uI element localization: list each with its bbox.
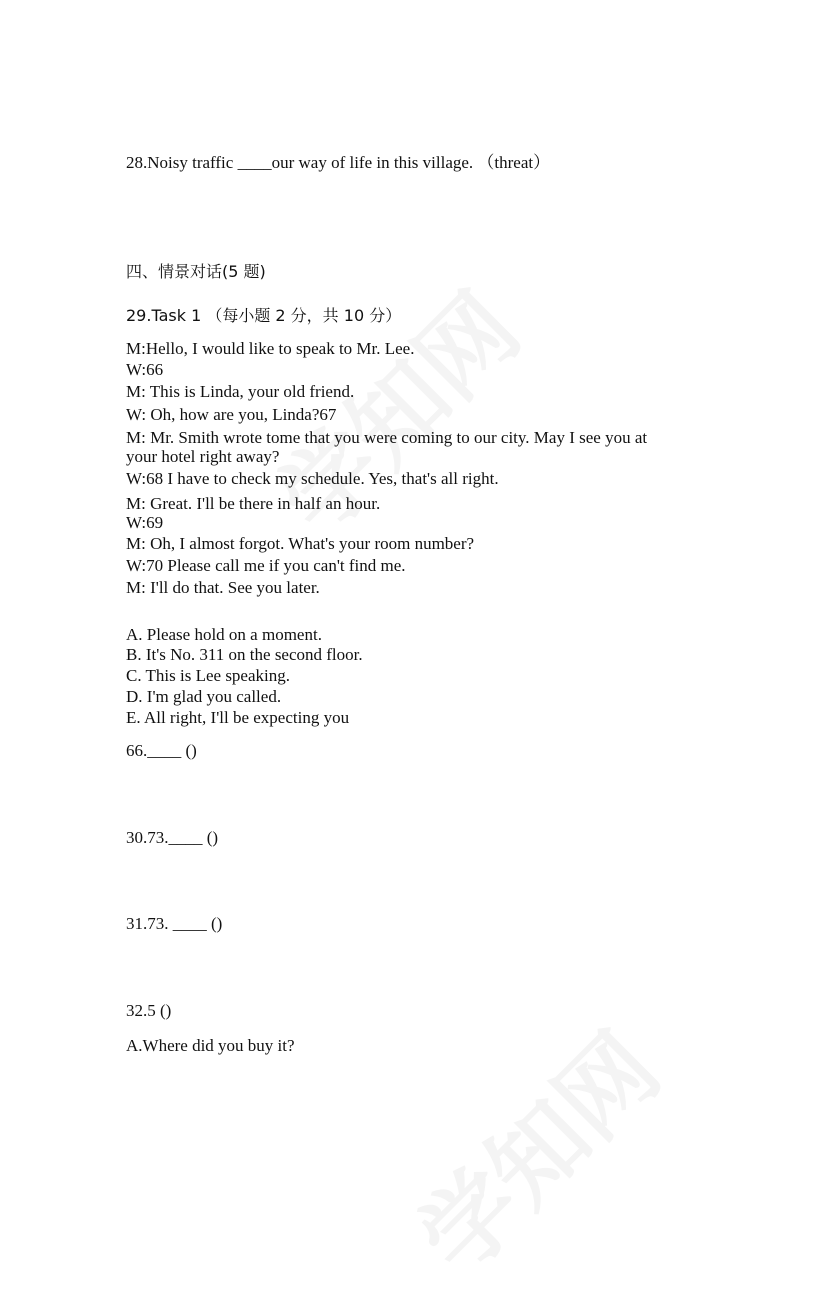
question-32-option-a: A.Where did you buy it?: [126, 1036, 295, 1055]
question-32: 32.5 (): [126, 1001, 172, 1020]
answer-option: E. All right, I'll be expecting you: [126, 708, 350, 727]
dialogue-line: M:Hello, I would like to speak to Mr. Lee.: [126, 339, 415, 358]
dialogue-line: M: Mr. Smith wrote tome that you were coming to our city. May I see you at: [126, 428, 648, 447]
answer-option: C. This is Lee speaking.: [126, 666, 290, 685]
answer-option: B. It's No. 311 on the second floor.: [126, 645, 363, 664]
dialogue-line: M: Great. I'll be there in half an hour.: [126, 494, 381, 513]
question-31: 31.73. ____ (): [126, 914, 223, 933]
question-29-heading: [126, 306, 401, 326]
dialogue-line: M: Oh, I almost forgot. What's your room number?: [126, 534, 475, 553]
dialogue-line: W:70 Please call me if you can't find me.: [126, 556, 406, 575]
answer-option: D. I'm glad you called.: [126, 687, 282, 706]
dialogue-line: your hotel right away?: [126, 447, 280, 466]
question-28: 28.Noisy traffic ____our way of life in this village. （threat）: [126, 153, 551, 172]
dialogue-line: W:68 I have to check my schedule. Yes, that's all right.: [126, 469, 499, 488]
dialogue-line: M: I'll do that. See you later.: [126, 578, 320, 597]
watermark: [384, 998, 685, 1299]
question-30: 30.73.____ (): [126, 828, 219, 847]
dialogue-line: W:69: [126, 513, 164, 532]
dialogue-line: W:66: [126, 360, 164, 379]
question-29-title: 29.Task 1 （每小题 2 分，共 10 分）: [126, 306, 402, 325]
dialogue-line: W: Oh, how are you, Linda?67: [126, 405, 337, 424]
question-66: 66.____ (): [126, 741, 197, 760]
section-heading: 四、情景对话(5 题): [126, 262, 266, 281]
answer-option: A. Please hold on a moment.: [126, 625, 322, 644]
dialogue-line: M: This is Linda, your old friend.: [126, 382, 355, 401]
